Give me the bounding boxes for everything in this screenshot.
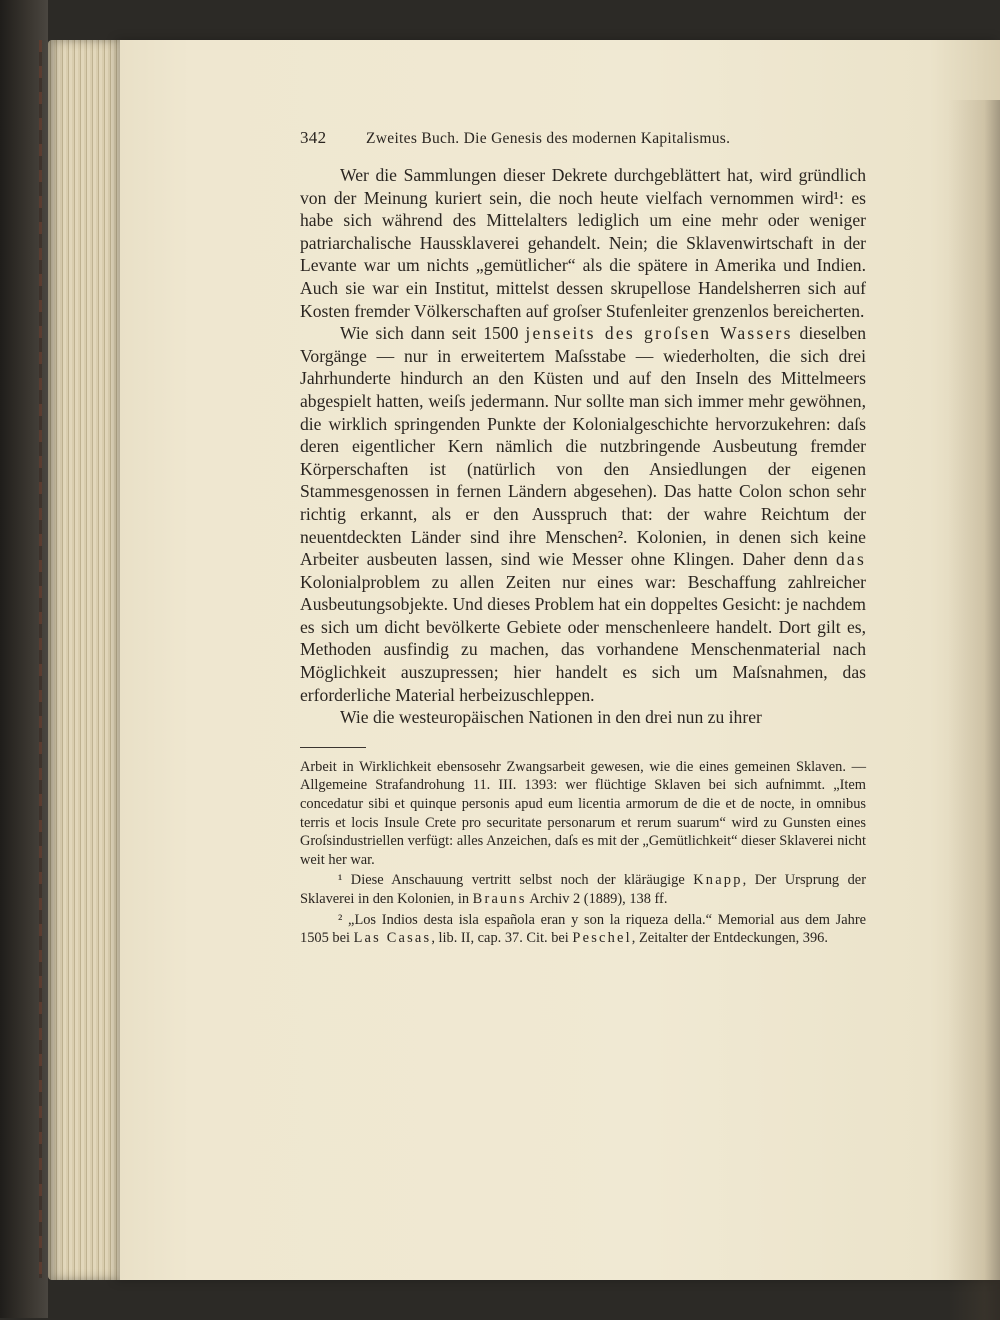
paragraph-1: Wer die Sammlungen dieser Dekrete durchgeblättert hat, wird gründlich von der Meinung kuriert sein, die noch heute vielfach vernommen wird¹: es habe sich während des Mittelalters lediglich um eine mehr oder weniger patriarchalische Haussklaverei gehandelt. Nein; die Sklavenwirtschaft in der Levante war um nichts „gemütlicher“ als die spätere in Amerika und Indien. Auch sie war ein Institut, mittelst dessen skrupellose Handelsherren sich auf Kosten fremder Völkerschaften auf groſser Stufenleiter grenzenlos bereicherten. [300, 165, 866, 321]
footnote-1-text-b: , Der Ursprung der Sklaverei in den Kolonien, in [300, 872, 866, 907]
footnote-2-text-a: ² „Los Indios desta isla española eran y son la riqueza della.“ Memorial aus dem Jahre 1505 bei [300, 911, 866, 947]
footnote-1-text-a: ¹ Diese Anschauung vertritt selbst noch der kläräugige [338, 872, 694, 889]
paragraph-3: Wie die westeuropäischen Nationen in den drei nun zu ihrer [340, 707, 762, 728]
book-binding [0, 0, 48, 1318]
spaced-emphasis: jenseits des groſsen Wassers [525, 323, 793, 344]
page-content [300, 128, 866, 948]
footnote-2-cited-author: Peschel [572, 930, 632, 947]
paragraph-2-text-a: Wie sich dann seit 1500 [340, 323, 526, 344]
footnote-continuation: Arbeit in Wirklichkeit ebensosehr Zwangsarbeit gewesen, wie die eines gemeinen Sklaven. — Allgemeine Strafandrohung 11. III. 1393: wer flüchtige Sklaven bei sich aufnimmt. „Item concedatur sibi et quinque personis apud eum licentia armorum de die et de nocte, in omnibus terris et locis Insule Crete pro securitate personarum et rerum suarum“ wird zu Gunsten eines Groſsindustriellen verfügt: alles Anzeichen, daſs es mit der „Gemütlichkeit“ dieser Sklaverei nicht weit her war. [300, 758, 866, 868]
footnote-2 [300, 911, 866, 948]
paragraph-2-text-b: dieselben Vorgänge — nur in erweitertem Maſsstabe — wiederholten, die sich drei Jahrhunderte hindurch an den Küsten und auf den Inseln des Mittelmeers abgespielt hatten, weiſs jedermann. Nur sollte man sich immer mehr gewöhnen, die wirklich springenden Punkte der Kolonialgeschichte hervorzukehren: daſs deren eigentlicher Kern nämlich die nutzbringende Ausbeutung fremder Körperschaften ist (natürlich von den Ansiedlungen der eigenen Stammesgenossen in fernen Ländern abgesehen). Das hatte Colon schon sehr richtig erkannt, als er den Ausspruch that: der wahre Reichtum der neuentdeckten Länder sind ihre Menschen². Kolonien, in denen sich keine Arbeiter ausbeuten lassen, sind wie Messer ohne Klingen. Daher denn [300, 323, 866, 570]
running-head-title: Zweites Buch. Die Genesis des modernen Kapitalismus. [366, 130, 731, 147]
footnote-1 [300, 871, 866, 908]
page-gutter-shadow [948, 100, 1000, 1320]
footnote-1-author: Knapp [693, 872, 743, 889]
footnote-rule [300, 747, 366, 748]
footnotes [300, 758, 866, 948]
running-head [300, 128, 866, 148]
page-number: 342 [300, 128, 327, 147]
footnote-2-text-b: , lib. II, cap. 37. Cit. bei [431, 930, 573, 947]
footnote-1-text-c: Archiv 2 (1889), 138 ff. [526, 891, 668, 907]
footnote-2-text-c: , Zeitalter der Entdeckungen, 396. [631, 930, 828, 947]
body-text [300, 164, 866, 729]
paragraph-2 [300, 322, 866, 706]
footnote-2-author: Las Casas [353, 930, 432, 947]
paragraph-2-text-c: Kolonialproblem zu allen Zeiten nur eines war: Beschaffung zahlreicher Ausbeutungsobjekte. Und dieses Problem hat ein doppeltes Gesicht: je nachdem es sich um dicht bevölkerte Gebiete oder menschenleere handelt. Dort gilt es, Methoden ausfindig zu machen, das vorhandene Menschenmaterial nach Möglichkeit auszupressen; hier handelt es sich um Maſsnahmen, das erforderliche Material herbeizuschleppen. [300, 571, 866, 705]
spaced-emphasis-das: das [835, 549, 866, 570]
footnote-1-source: Brauns [472, 891, 527, 907]
